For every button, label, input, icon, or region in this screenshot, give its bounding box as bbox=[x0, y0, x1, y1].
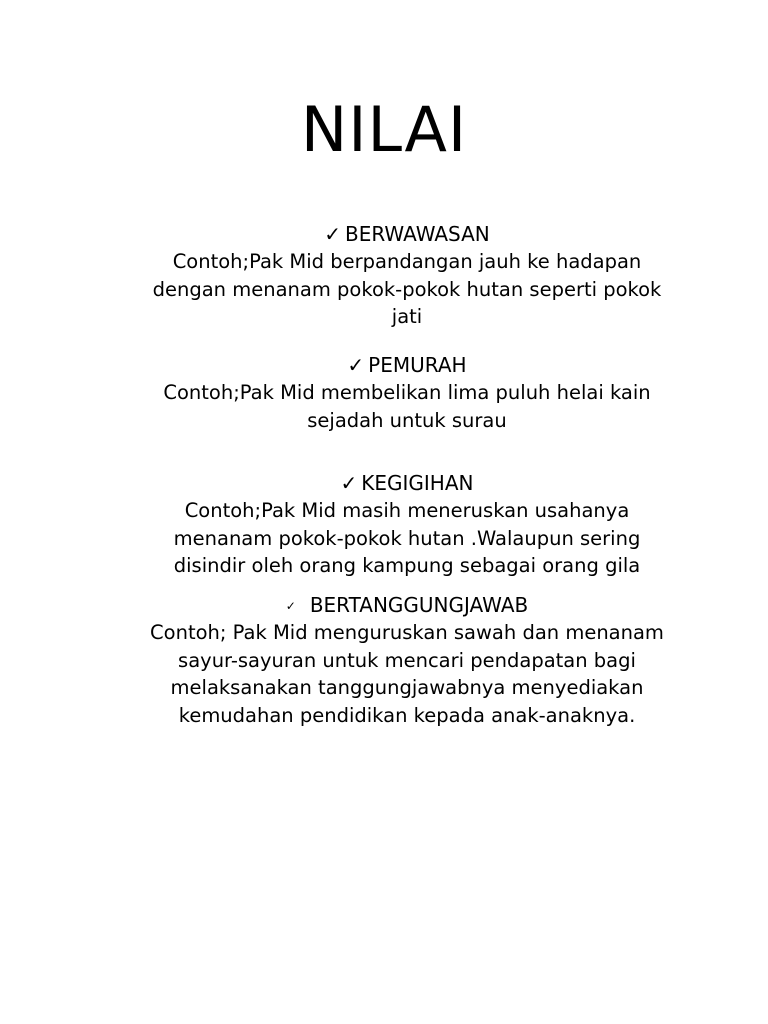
page-title: NILAI bbox=[300, 93, 468, 166]
section-heading-label: KEGIGIHAN bbox=[361, 471, 474, 495]
section-example-text bbox=[134, 619, 680, 729]
section-heading bbox=[134, 351, 680, 379]
text-line: jati bbox=[391, 305, 423, 328]
text-line: disindir oleh orang kampung sebagai orang gila bbox=[173, 554, 641, 577]
text-line: kemudahan pendidikan kepada anak-anaknya. bbox=[178, 703, 636, 727]
text-line: sejadah untuk surau bbox=[307, 408, 507, 432]
section-example-text bbox=[134, 248, 680, 331]
section-heading-label: BERTANGGUNGJAWAB bbox=[309, 593, 529, 617]
section-heading bbox=[134, 220, 680, 248]
text-line: Contoh;Pak Mid berpandangan jauh ke hadapan bbox=[172, 250, 642, 273]
text-line: Contoh;Pak Mid masih meneruskan usahanya bbox=[184, 499, 630, 522]
text-line: melaksanakan tanggungjawabnya menyediakan bbox=[170, 676, 644, 699]
check-icon: ✓ bbox=[347, 353, 365, 377]
check-icon: ✓ bbox=[340, 471, 358, 495]
text-line: dengan menanam pokok-pokok hutan seperti pokok bbox=[152, 277, 662, 301]
section-heading-label: PEMURAH bbox=[368, 353, 467, 377]
text-line: sayur-sayuran untuk mencari pendapatan bagi bbox=[178, 648, 636, 672]
value-section-pemurah bbox=[134, 351, 680, 434]
value-section-berwawasan bbox=[134, 220, 680, 331]
section-example-text bbox=[134, 497, 680, 580]
check-icon: ✓ bbox=[285, 599, 296, 613]
section-heading-label: BERWAWASAN bbox=[344, 222, 490, 246]
text-line: Contoh;Pak Mid membelikan lima puluh helai kain bbox=[163, 381, 651, 404]
section-heading bbox=[134, 469, 680, 497]
text-line: Contoh; Pak Mid menguruskan sawah dan menanam bbox=[150, 621, 664, 644]
section-heading bbox=[134, 591, 680, 620]
check-icon: ✓ bbox=[324, 222, 341, 246]
text-line: menanam pokok-pokok hutan .Walaupun sering bbox=[173, 526, 641, 550]
section-example-text bbox=[134, 379, 680, 434]
value-section-kegigihan bbox=[134, 469, 680, 580]
value-section-bertanggungjawab bbox=[134, 591, 680, 729]
